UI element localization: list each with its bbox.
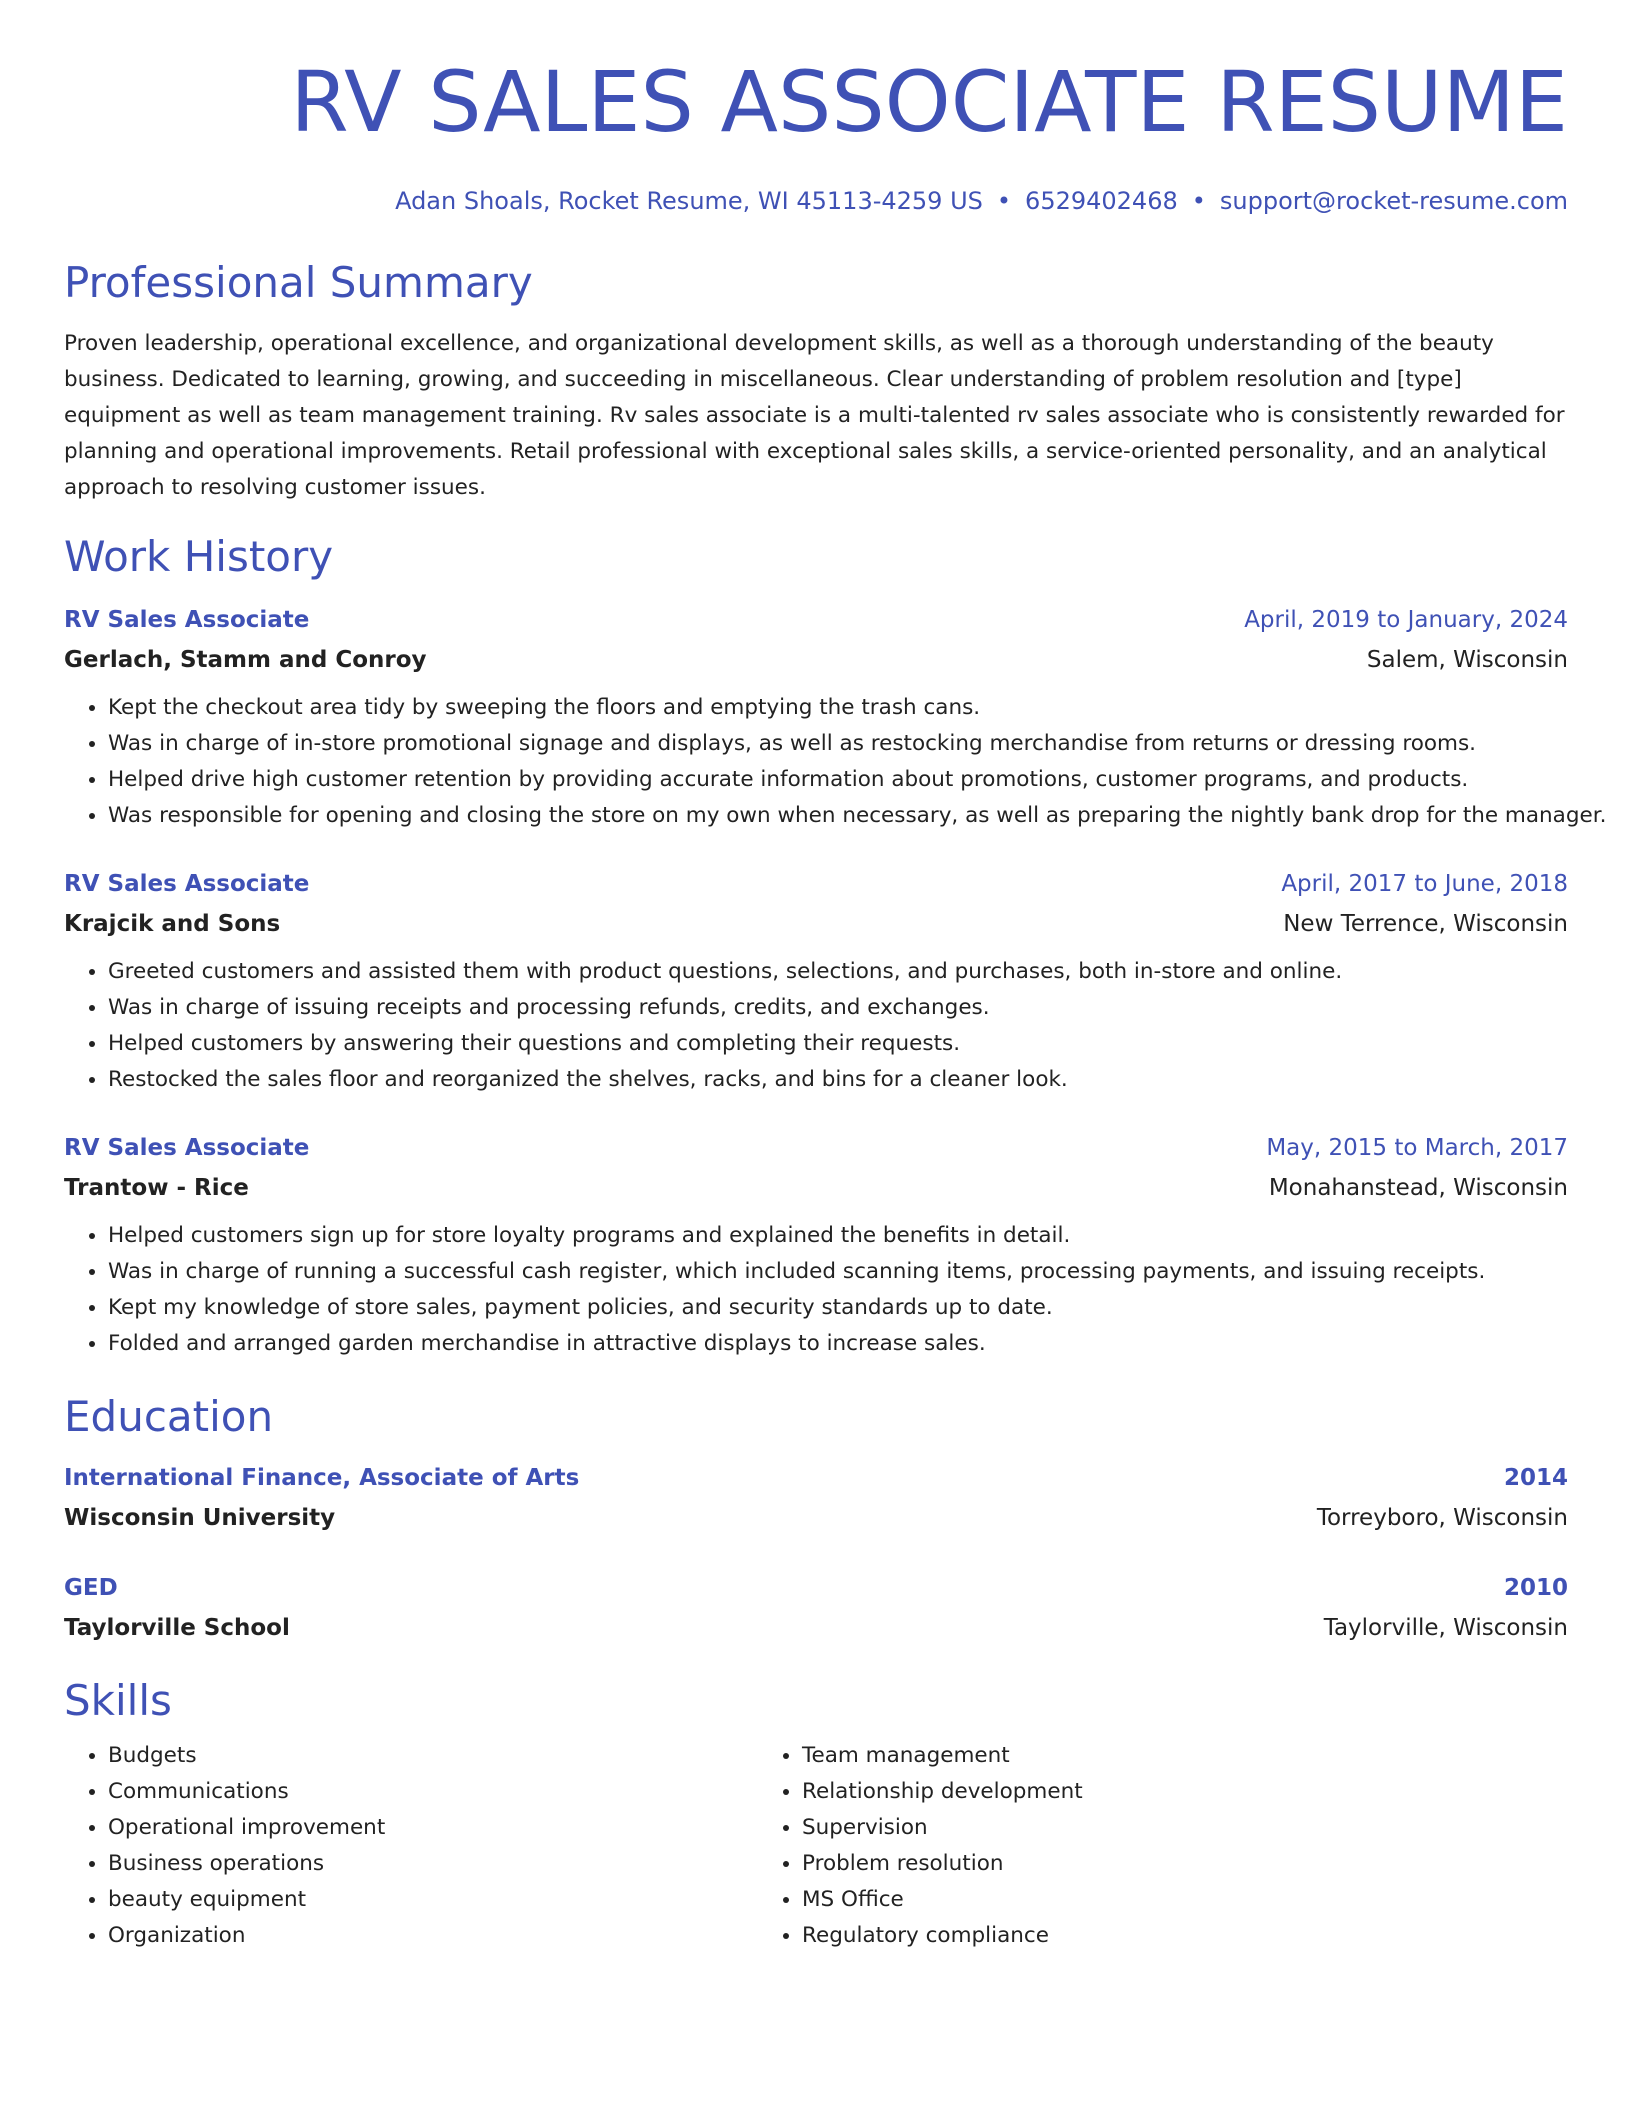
contact-separator: • (996, 187, 1012, 215)
skill-item: • Organization (108, 1918, 758, 1954)
job-company: Trantow - Rice (64, 1175, 249, 1201)
skill-item: • beauty equipment (108, 1882, 758, 1918)
skills-column-left (64, 1738, 758, 1954)
contact-phone: 6529402468 (1025, 187, 1178, 215)
skill-item: • Communications (108, 1774, 758, 1810)
job-location: Monahanstead, Wisconsin (1268, 1175, 1568, 1201)
skills-list (64, 1738, 1568, 1954)
contact-address: Adan Shoals, Rocket Resume, WI 45113-4259 US (395, 187, 983, 215)
job-bullet: • Kept my knowledge of store sales, payment policies, and security standards up to date. (108, 1290, 1568, 1326)
summary-heading: Professional Summary (64, 258, 533, 307)
skill-item: • Business operations (108, 1846, 758, 1882)
job-bullet: • Was responsible for opening and closing the store on my own when necessary, as well as preparing the nightly bank drop for the manager. (108, 798, 1568, 834)
skill-item: • Team management (802, 1738, 1452, 1774)
education-degree: International Finance, Associate of Arts (64, 1465, 580, 1491)
job-bullet: • Was in charge of issuing receipts and processing refunds, credits, and exchanges. (108, 990, 1568, 1026)
job-dates: May, 2015 to March, 2017 (1266, 1135, 1568, 1161)
education-year: 2014 (1503, 1465, 1568, 1491)
job-company: Krajcik and Sons (64, 911, 281, 937)
resume-title: RV SALES ASSOCIATE RESUME (290, 53, 1568, 151)
skill-item: • Problem resolution (802, 1846, 1452, 1882)
job-company: Gerlach, Stamm and Conroy (64, 647, 427, 673)
education-school: Taylorville School (64, 1615, 290, 1641)
job-title: RV Sales Associate (64, 607, 310, 633)
job-location: Salem, Wisconsin (1366, 647, 1568, 673)
skill-item: • Budgets (108, 1738, 758, 1774)
job-entry (64, 600, 1607, 834)
job-bullet: • Kept the checkout area tidy by sweeping the floors and emptying the trash cans. (108, 690, 1568, 726)
job-dates: April, 2019 to January, 2024 (1244, 607, 1568, 633)
education-entry (64, 1568, 1568, 1648)
contact-line (64, 186, 1568, 216)
education-degree: GED (64, 1575, 118, 1601)
job-bullets (64, 1218, 1568, 1362)
job-bullet: • Helped drive high customer retention by providing accurate information about promotions, customer programs, and products. (108, 762, 1568, 798)
education-year: 2010 (1503, 1575, 1568, 1601)
contact-separator: • (1191, 187, 1206, 215)
job-bullets (64, 690, 1607, 834)
job-title: RV Sales Associate (64, 1135, 310, 1161)
skill-item: • Operational improvement (108, 1810, 758, 1846)
education-location: Torreyboro, Wisconsin (1316, 1505, 1568, 1531)
job-bullets (64, 954, 1568, 1098)
summary-text: Proven leadership, operational excellence, and organizational development skills, as well as a thorough understanding of the beauty business. Dedicated to learning, growing, and succeeding in miscellaneous. Clear understanding of problem resolution and [type] equipment as well as team management training. Rv sales associate is a multi-talented rv sales associate who is consistently rewarded for planning and operational improvements. Retail professional with exceptional sales skills, a service-oriented personality, and an analytical approach to resolving customer issues. (64, 331, 1565, 500)
skill-item: • Regulatory compliance (802, 1918, 1452, 1954)
job-title: RV Sales Associate (64, 871, 310, 897)
job-bullet: • Greeted customers and assisted them with product questions, selections, and purchases, both in-store and online. (108, 954, 1568, 990)
work-history-heading: Work History (64, 532, 334, 581)
contact-email: support@rocket-resume.com (1219, 187, 1568, 215)
job-bullet: • Was in charge of in-store promotional signage and displays, as well as restocking merchandise from returns or dressing rooms. (108, 726, 1568, 762)
skill-item: • Relationship development (802, 1774, 1452, 1810)
job-bullet: • Was in charge of running a successful cash register, which included scanning items, processing payments, and issuing receipts. (108, 1254, 1568, 1290)
job-entry (64, 1128, 1568, 1362)
job-bullet: • Helped customers sign up for store loyalty programs and explained the benefits in detail. (108, 1218, 1568, 1254)
job-bullet: • Restocked the sales floor and reorganized the shelves, racks, and bins for a cleaner look. (108, 1062, 1568, 1098)
education-school: Wisconsin University (64, 1505, 336, 1531)
job-bullet: • Helped customers by answering their questions and completing their requests. (108, 1026, 1568, 1062)
job-bullet: • Folded and arranged garden merchandise in attractive displays to increase sales. (108, 1326, 1568, 1362)
job-dates: April, 2017 to June, 2018 (1281, 871, 1568, 897)
resume-page (64, 0, 1607, 1954)
skill-item: • Supervision (802, 1810, 1452, 1846)
skills-column-right (758, 1738, 1452, 1954)
skill-item: • MS Office (802, 1882, 1452, 1918)
job-entry (64, 864, 1568, 1098)
education-heading: Education (64, 1392, 274, 1441)
skills-heading: Skills (64, 1676, 172, 1725)
job-location: New Terrence, Wisconsin (1283, 911, 1568, 937)
education-entry (64, 1458, 1568, 1538)
education-location: Taylorville, Wisconsin (1323, 1615, 1568, 1641)
